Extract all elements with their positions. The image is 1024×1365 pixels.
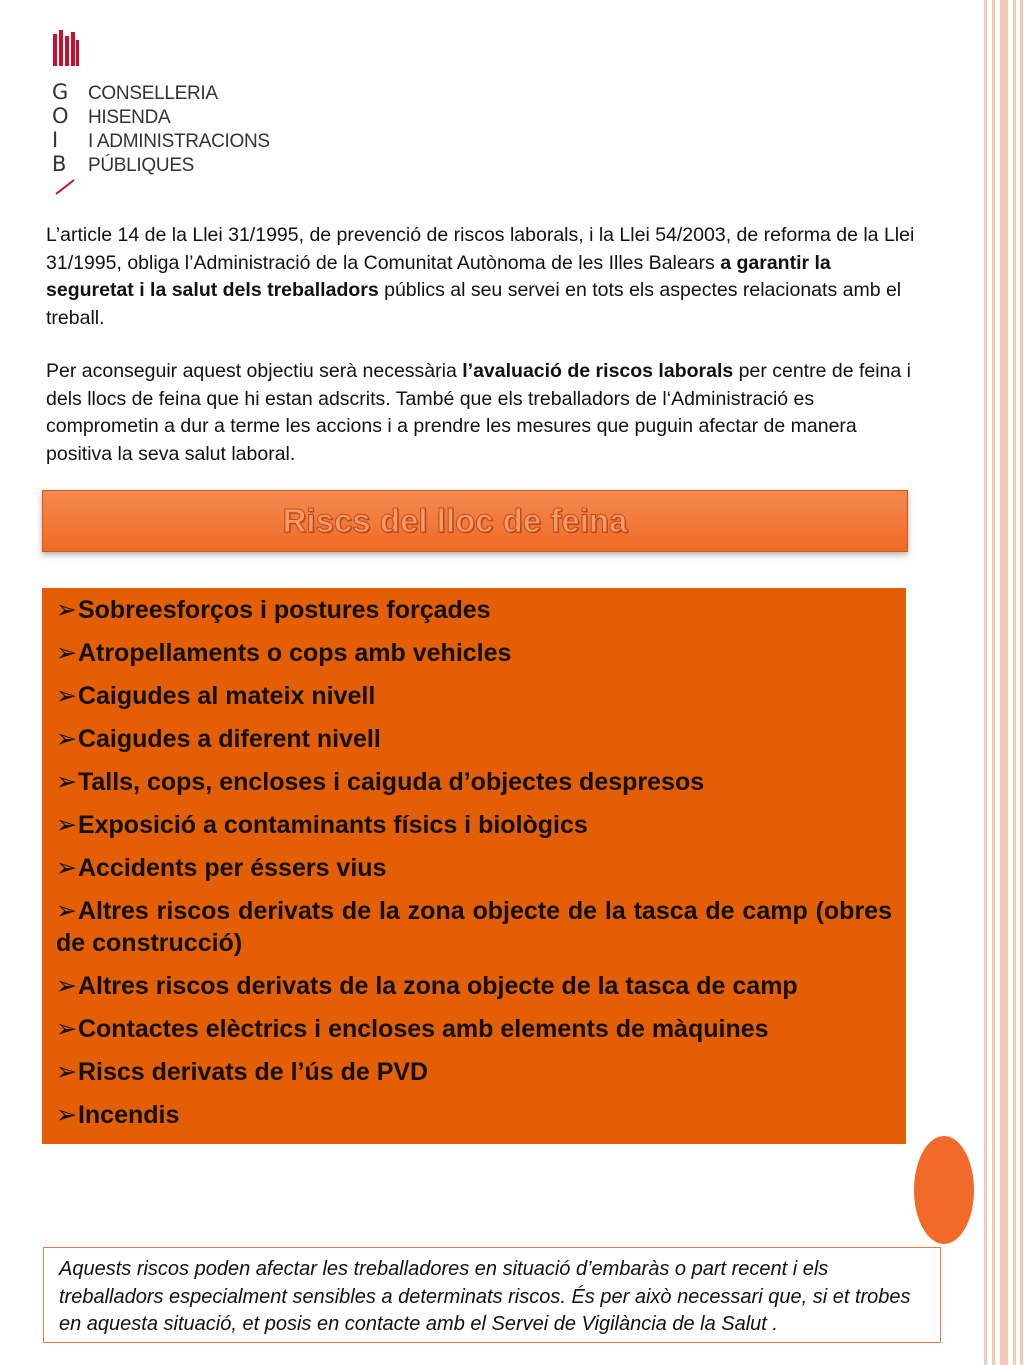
risk-item bbox=[56, 970, 892, 1002]
arrow-bullet-icon: ➢ bbox=[56, 1100, 77, 1129]
risk-item bbox=[56, 594, 892, 626]
risk-item-text: Accidents per éssers vius bbox=[77, 854, 387, 882]
section-title: Riscs del lloc de feina bbox=[282, 502, 628, 539]
risk-item bbox=[56, 1056, 892, 1088]
risk-item-text: Caigudes al mateix nivell bbox=[77, 682, 376, 710]
arrow-bullet-icon: ➢ bbox=[56, 971, 77, 1000]
intro-text bbox=[46, 222, 916, 468]
logo-letters bbox=[52, 80, 78, 176]
risk-item bbox=[56, 680, 892, 712]
risk-item bbox=[56, 1013, 892, 1045]
arrow-bullet-icon: ➢ bbox=[56, 896, 77, 925]
risk-item-text: Contactes elèctrics i encloses amb elements de màquines bbox=[77, 1015, 769, 1043]
risk-item bbox=[56, 723, 892, 755]
logo-letter: G bbox=[52, 80, 69, 104]
risk-item-text: Caigudes a diferent nivell bbox=[77, 725, 381, 753]
note-text: Aquests riscos poden afectar les treballadores en situació d’embaràs o part recent i els treballadors especialment sensibles a determinats riscos. És per això necessari que, si et trobes en aquesta situació, et posis en contacte amb el Servei de Vigilància de la Salut . bbox=[59, 1258, 911, 1335]
risk-item bbox=[56, 809, 892, 841]
arrow-bullet-icon: ➢ bbox=[56, 724, 77, 753]
risk-item-text: Talls, cops, encloses i caiguda d’objectes despresos bbox=[77, 768, 705, 796]
logo-letter: O bbox=[52, 104, 69, 128]
arrow-bullet-icon: ➢ bbox=[56, 810, 77, 839]
risk-item-text: Incendis bbox=[77, 1101, 180, 1129]
risk-item bbox=[56, 1099, 892, 1131]
risk-list-panel bbox=[42, 588, 906, 1144]
risk-item-text: Riscs derivats de l’ús de PVD bbox=[77, 1058, 429, 1086]
logo-department-name bbox=[88, 82, 270, 178]
arrow-bullet-icon: ➢ bbox=[56, 1014, 77, 1043]
arrow-bullet-icon: ➢ bbox=[56, 595, 77, 624]
decorative-stripes bbox=[980, 0, 1024, 1365]
logo-letter: I bbox=[52, 128, 59, 152]
risk-list bbox=[42, 588, 906, 1131]
logo-line: I ADMINISTRACIONS bbox=[88, 131, 270, 152]
logo-letter: B bbox=[52, 152, 67, 176]
risk-item bbox=[56, 852, 892, 884]
risk-item-text: Exposició a contaminants físics i biològics bbox=[77, 811, 588, 839]
logo-bars-icon bbox=[52, 28, 80, 68]
arrow-bullet-icon: ➢ bbox=[56, 853, 77, 882]
intro-emphasis: a garantir la seguretat i la salut dels treballadors bbox=[46, 251, 831, 301]
risk-item-text: Sobreesforços i postures forçades bbox=[77, 596, 491, 624]
logo-line: CONSELLERIA bbox=[88, 83, 218, 104]
risk-item-text: Altres riscos derivats de la zona objecte de la tasca de camp (obres de construcció) bbox=[56, 897, 892, 957]
logo-line: HISENDA bbox=[88, 107, 171, 128]
risk-item-text: Atropellaments o cops amb vehicles bbox=[77, 639, 512, 667]
section-title-banner bbox=[42, 490, 908, 552]
sensitive-workers-note bbox=[43, 1247, 941, 1343]
risk-item bbox=[56, 895, 892, 959]
intro-paragraph-2: Per aconseguir aquest objectiu serà necessària l’avaluació de riscos laborals per centre de feina i dels llocs de feina que hi estan adscrits. També que els treballadors de l‘Administració es comprometin a dur a terme les accions i a prendre les mesures que puguin afectar de manera positiva la seva salut laboral. bbox=[46, 360, 911, 465]
risk-item bbox=[56, 766, 892, 798]
intro-emphasis: l’avaluació de riscos laborals bbox=[462, 360, 734, 382]
risk-item bbox=[56, 637, 892, 669]
intro-paragraph-1: L’article 14 de la Llei 31/1995, de prevenció de riscos laborals, i la Llei 54/2003, de reforma de la Llei 31/1995, obliga l’Administració de la Comunitat Autònoma de les Illes Balears a garantir la seguretat i la salut dels treballadors públics al seu servei en tots els aspectes relacionats amb el treball. bbox=[46, 224, 915, 329]
logo-slash-icon bbox=[54, 178, 76, 196]
arrow-bullet-icon: ➢ bbox=[56, 681, 77, 710]
risk-item-text: Altres riscos derivats de la zona objecte de la tasca de camp bbox=[77, 972, 798, 1000]
decorative-circle bbox=[914, 1136, 974, 1244]
arrow-bullet-icon: ➢ bbox=[56, 767, 77, 796]
arrow-bullet-icon: ➢ bbox=[56, 638, 77, 667]
logo-line: PÚBLIQUES bbox=[88, 155, 195, 176]
arrow-bullet-icon: ➢ bbox=[56, 1057, 77, 1086]
